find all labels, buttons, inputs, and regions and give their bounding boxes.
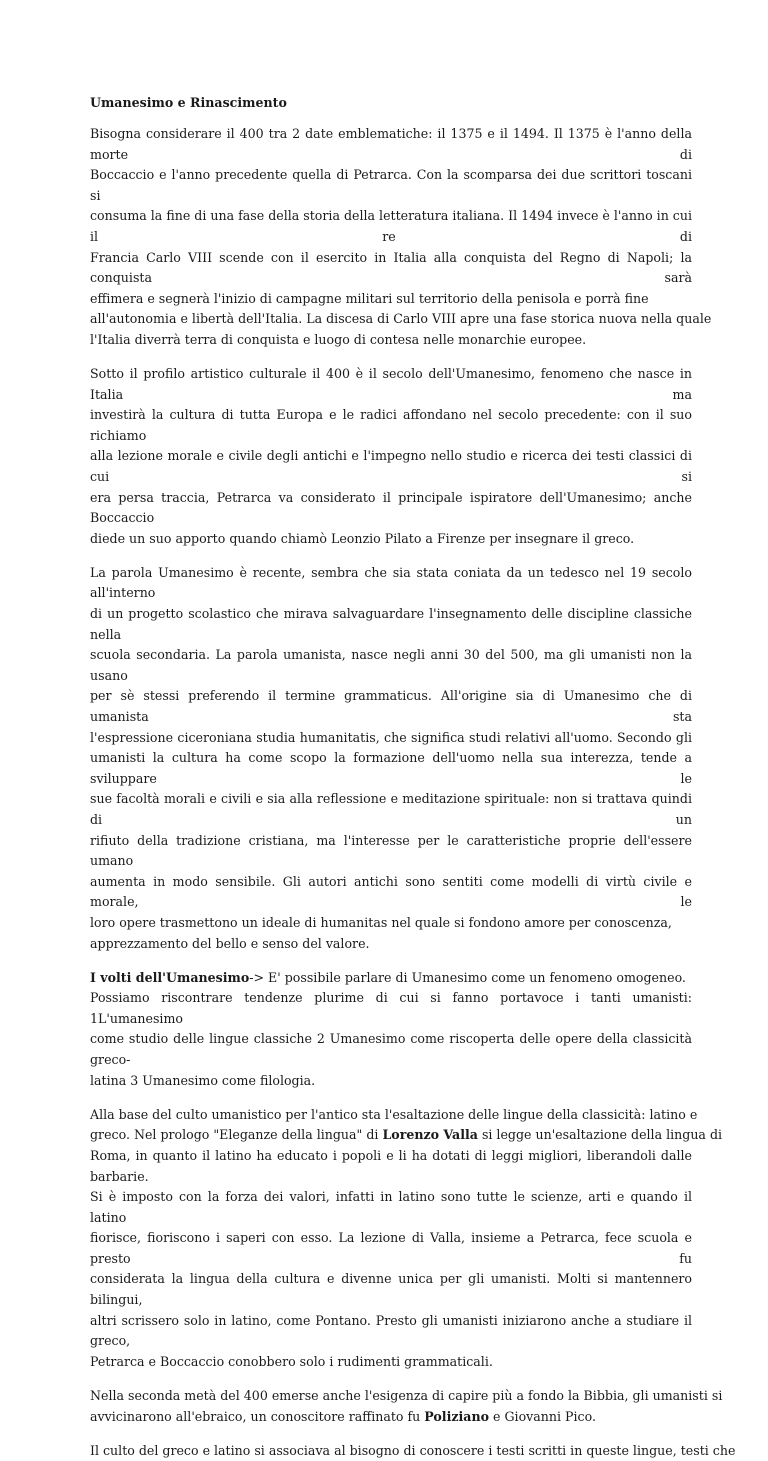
text-line: l'espressione ciceroniana studia humanitatis, che significa studi relativi all'uomo. Secondo gli (90, 729, 692, 745)
text-line: investirà la cultura di tutta Europa e le radici affondano nel secolo precedente: con il suo richiamo (90, 407, 692, 443)
bold-heading-volti: I volti dell'Umanesimo (90, 969, 250, 985)
text-line: altri scrissero solo in latino, come Pontano. Presto gli umanisti iniziarono anche a studiare il greco, (90, 1312, 692, 1349)
text-line: aumenta in modo sensibile. Gli autori antichi sono sentiti come modelli di virtù civile e morale, le (90, 873, 692, 910)
text-line: rifiuto della tradizione cristiana, ma l'interesse per le caratteristiche proprie dell'essere umano (90, 832, 692, 869)
bold-name-poliziano: Poliziano (424, 1408, 490, 1424)
text-line: Nella seconda metà del 400 emerse anche l'esigenza di capire più a fondo la Bibbia, gli umanisti si (90, 1387, 723, 1403)
paragraph-bibbia (90, 1386, 723, 1427)
text-line (90, 1407, 692, 1428)
text-line: loro opere trasmettono un ideale di humanitas nel quale si fondono amore per conoscenza, (90, 914, 672, 930)
bold-name-valla: Lorenzo Valla (382, 1127, 478, 1143)
text-line: Roma, in quanto il latino ha educato i popoli e li ha dotati di leggi migliori, liberandoli dalle barbarie. (90, 1147, 692, 1184)
text-line: di un progetto scolastico che mirava salvaguardare l'insegnamento delle discipline classiche nella (90, 606, 692, 642)
text-line: diede un suo apporto quando chiamò Leonzio Pilato a Firenze per insegnare il greco. (90, 530, 635, 546)
text-line: effimera e segnerà l'inizio di campagne militari sul territorio della penisola e porrà fine (90, 290, 649, 306)
paragraph-culto-greco (90, 1441, 736, 1461)
text-run: greco. Nel prologo "Eleganze della lingua" di (90, 1127, 383, 1143)
text-line: apprezzamento del bello e senso del valore. (90, 935, 370, 951)
text-run: avvicinarono all'ebraico, un conoscitore raffinato fu (90, 1408, 425, 1424)
paragraph-dates (90, 124, 712, 351)
text-line: Alla base del culto umanistico per l'antico sta l'esaltazione delle lingue della classicità: latino e (90, 1106, 698, 1122)
text-line: fiorisce, fioriscono i saperi con esso. La lezione di Valla, insieme a Petrarca, fece scuola e presto fu (90, 1230, 692, 1266)
text-line: Il culto del greco e latino si associava al bisogno di conoscere i testi scritti in queste lingue, testi che (90, 1442, 736, 1458)
text-line: La parola Umanesimo è recente, sembra che sia stata coniata da un tedesco nel 19 secolo all'interno (90, 564, 692, 601)
paragraph-volti (90, 968, 692, 1092)
text-line: Sotto il profilo artistico culturale il 400 è il secolo dell'Umanesimo, fenomeno che nasce in Italia ma (90, 366, 692, 402)
text-line: Boccaccio e l'anno precedente quella di Petrarca. Con la scomparsa dei due scrittori toscani si (90, 167, 692, 203)
text-line: sue facoltà morali e civili e sia alla reflessione e meditazione spirituale: non si trattava quindi di un (90, 791, 692, 827)
paragraph-word-origin (90, 563, 692, 954)
text-line: per sè stessi preferendo il termine grammaticus. All'origine sia di Umanesimo che di umanista sta (90, 688, 692, 725)
text-line: Possiamo riscontrare tendenze plurime di cui si fanno portavoce i tanti umanisti: 1L'umanesimo (90, 990, 692, 1026)
text-line: umanisti la cultura ha come scopo la formazione dell'uomo nella sua interezza, tende a sviluppare le (90, 750, 692, 786)
text-line (90, 1125, 723, 1146)
text-line: Francia Carlo VIII scende con il esercito in Italia alla conquista del Regno di Napoli; la conquista sarà (90, 249, 692, 286)
text-line: come studio delle lingue classiche 2 Umanesimo come riscoperta delle opere della classicità greco- (90, 1031, 692, 1068)
paragraph-culto-lingue (90, 1105, 723, 1373)
text-line: latina 3 Umanesimo come filologia. (90, 1072, 316, 1088)
text-run: -> E' possibile parlare di Umanesimo come un fenomeno omogeneo. (249, 969, 686, 985)
text-run: si legge un'esaltazione della lingua di (477, 1127, 723, 1143)
text-line: Si è imposto con la forza dei valori, infatti in latino sono tutte le scienze, arti e quando il latino (90, 1189, 692, 1225)
text-line: l'Italia diverrà terra di conquista e luogo di contesa nelle monarchie europee. (90, 331, 587, 347)
text-run: e Giovanni Pico. (489, 1408, 596, 1424)
text-line: all'autonomia e libertà dell'Italia. La discesa di Carlo VIII apre una fase storica nuova nella quale (90, 311, 712, 327)
text-line: consuma la fine di una fase della storia della letteratura italiana. Il 1494 invece è l'anno in cui il re di (90, 208, 692, 244)
text-line: considerata la lingua della cultura e divenne unica per gli umanisti. Molti si mantennero bilingui, (90, 1271, 692, 1308)
text-line: Bisogna considerare il 400 tra 2 date emblematiche: il 1375 e il 1494. Il 1375 è l'anno della morte di (90, 126, 692, 162)
text-line: era persa traccia, Petrarca va considerato il principale ispiratore dell'Umanesimo; anche Boccaccio (90, 489, 692, 526)
text-line: alla lezione morale e civile degli antichi e l'impegno nello studio e ricerca dei testi classici di cui si (90, 448, 692, 484)
text-line: Petrarca e Boccaccio conobbero solo i rudimenti grammaticali. (90, 1353, 493, 1369)
text-line (90, 968, 692, 989)
document-title: Umanesimo e Rinascimento (90, 95, 287, 110)
text-line: scuola secondaria. La parola umanista, nasce negli anni 30 del 500, ma gli umanisti non la usano (90, 647, 692, 683)
paragraph-profile (90, 364, 692, 549)
